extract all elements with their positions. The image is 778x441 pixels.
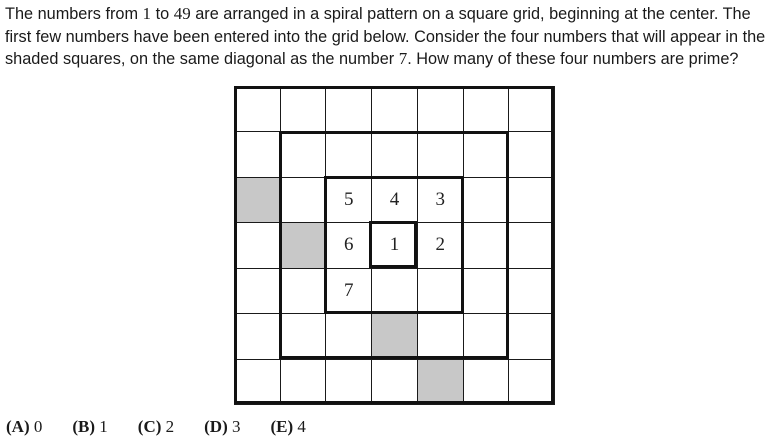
grid-cell: 5 — [325, 177, 372, 223]
grid-cell — [280, 131, 327, 177]
problem-text-part: to — [151, 5, 174, 23]
grid-cell — [463, 131, 510, 177]
grid-cell — [280, 177, 327, 223]
choice-label: (C) — [137, 417, 162, 436]
grid-cell — [508, 268, 555, 314]
grid-cell — [508, 131, 555, 177]
math-number: 49 — [173, 4, 191, 23]
grid-cell — [463, 177, 510, 223]
shaded-grid-cell — [280, 222, 327, 268]
shaded-grid-cell — [234, 177, 281, 223]
grid-cell — [371, 268, 418, 314]
grid-cell — [508, 313, 555, 359]
grid-cell — [371, 359, 418, 405]
grid-cell — [325, 131, 372, 177]
grid-cell — [234, 268, 281, 314]
grid-cell — [371, 86, 418, 132]
choice-value: 4 — [297, 417, 306, 436]
shaded-grid-cell — [417, 359, 464, 405]
grid-cell — [508, 222, 555, 268]
answer-choice — [72, 417, 107, 437]
choice-label: (E) — [270, 417, 294, 436]
answer-choice — [138, 417, 174, 437]
grid-cell — [280, 313, 327, 359]
answer-choices — [6, 417, 336, 437]
grid-cell — [280, 359, 327, 405]
grid-cell — [280, 86, 327, 132]
choice-value: 0 — [33, 417, 43, 436]
grid-cell — [417, 86, 464, 132]
grid-cell — [417, 268, 464, 314]
spiral-grid — [234, 86, 554, 404]
grid-cell: 3 — [417, 177, 464, 223]
problem-text-part: The numbers from — [5, 5, 143, 23]
choice-value: 3 — [232, 417, 241, 436]
grid-cell: 6 — [325, 222, 372, 268]
choice-value: 2 — [165, 417, 175, 436]
shaded-grid-cell — [371, 313, 418, 359]
grid-cell — [234, 131, 281, 177]
grid-cell — [463, 359, 510, 405]
grid-cell — [234, 222, 281, 268]
grid-cell — [280, 268, 327, 314]
grid-cell: 1 — [371, 222, 418, 268]
choice-value: 1 — [99, 417, 108, 436]
problem-text — [5, 3, 777, 71]
answer-choice — [204, 417, 240, 437]
grid-cell — [234, 359, 281, 405]
math-number: 1 — [142, 4, 152, 23]
grid-cell — [371, 131, 418, 177]
answer-choice — [271, 417, 306, 437]
grid-cell: 2 — [417, 222, 464, 268]
choice-label: (B) — [72, 417, 96, 436]
problem-text-part: . How many of these four numbers are prime? — [407, 50, 739, 68]
grid-cell — [325, 313, 372, 359]
grid-cell — [463, 268, 510, 314]
grid-cell — [463, 313, 510, 359]
grid-cell: 7 — [325, 268, 372, 314]
problem-text-part: are arranged in a spiral pattern on a square grid, beginning at the center. The first few numbers have been entered into the grid below. Consider the four numbers that will appear in the shaded squares, on the same diagonal as the number — [5, 5, 766, 68]
grid-cell — [463, 222, 510, 268]
grid-cell — [234, 86, 281, 132]
grid-cell — [463, 86, 510, 132]
grid-cell — [325, 86, 372, 132]
grid-cell — [417, 313, 464, 359]
choice-label: (D) — [204, 417, 228, 436]
answer-choice — [6, 417, 42, 437]
grid-cell — [325, 359, 372, 405]
grid-cell — [508, 86, 555, 132]
grid-cell — [508, 359, 555, 405]
grid-cell: 4 — [371, 177, 418, 223]
math-number: 7 — [398, 49, 408, 68]
choice-label: (A) — [6, 417, 30, 436]
grid-cell — [417, 131, 464, 177]
grid-cell — [234, 313, 281, 359]
grid-cell — [508, 177, 555, 223]
